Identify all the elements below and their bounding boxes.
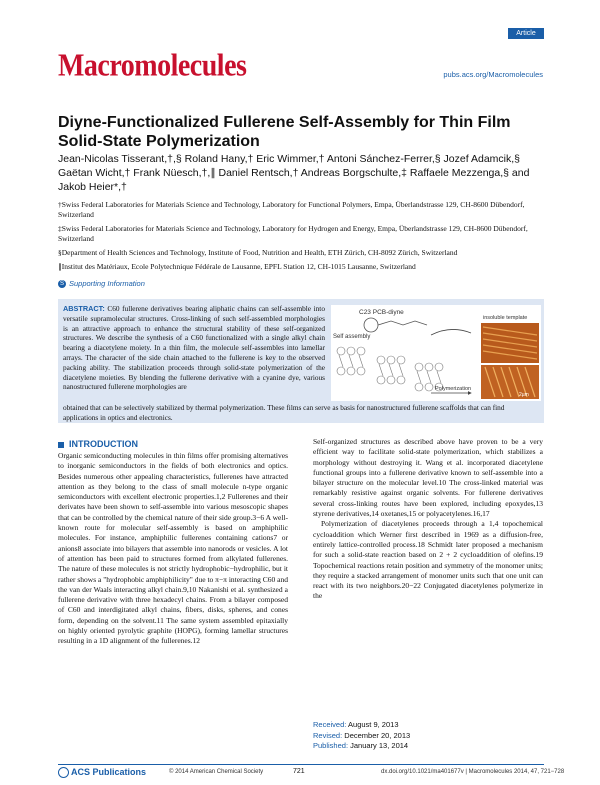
affiliation-2: ‡Swiss Federal Laboratories for Materials Science and Technology, Laboratory for Hydrogen and Energy, Empa, Überlandstrasse 129, CH-8600 Dübendorf, Switzerland [58,224,528,243]
article-badge: Article [508,28,544,39]
received-label: Received: [313,720,347,729]
supporting-information-link[interactable] [58,279,145,288]
footer-divider [58,764,544,765]
acs-logo-icon [58,767,69,778]
supporting-info-icon: S [59,281,64,288]
molecule-sketch [364,318,427,332]
revised-date: December 20, 2013 [344,730,411,740]
journal-name: Macromolecules [58,48,247,84]
fig-label-poly: Polymerization [435,386,472,392]
paper-title: Diyne-Functionalized Fullerene Self-Assembly for Thin Film Solid-State Polymerization [58,114,511,150]
intro-right-column [313,437,543,602]
supporting-info-label: Supporting Information [69,279,145,288]
abstract-label: ABSTRACT: [63,304,105,313]
affiliation-3: §Department of Health Sciences and Technology, Institute of Food, Nutrition and Health, ETH Zürich, CH-8092 Zürich, Switzerland [58,248,458,257]
abstract-tail: obtained that can be selectively stabilized by thermal polymerization. These films can serve as basis for nanostructured fullerene scaffolds that can find applications in optics and electronics. [63,403,505,422]
published-date: January 13, 2014 [350,741,409,750]
toc-graphic-svg [331,305,541,401]
copyright: © 2014 American Chemical Society [169,769,264,775]
revised-label: Revised: [313,730,343,740]
doi-citation[interactable]: dx.doi.org/10.1021/ma401677v | Macromolecules 2014, 47, 721−728 [381,769,565,775]
fig-label-insoluble: insoluble template [483,315,528,321]
fig-label-top: C23 PCB-diyne [359,309,404,316]
published-label: Published: [313,741,349,750]
section-heading-label: INTRODUCTION [69,439,138,449]
received-date: August 9, 2013 [348,720,399,729]
acs-publications-logo [58,767,146,778]
journal-url[interactable]: pubs.acs.org/Macromolecules [443,70,543,79]
intro-left-column: Organic semiconducting molecules in thin films offer promising alternatives to inorganic semiconductors in the fields of both electronics and optics. Besides numerous other appealing characteristics, fullerenes have attracted attention as they belong to the class of small molecule n-type organic semiconductors with excellent electronic properties.1,2 Fullerenes and their derivates have been shown to self-assemble into various mesoscopic shapes that can be controlled by the chemical nature of their side group.3−6 A well-known route for molecular self-assembly is based on amphiphilic molecules. For instance, amphiphilic fullerenes containing cations7 or anions8 associate into bilayers that assemble into nanorods or vesicles. A lot of attention has been paid to structures formed from alkylated fullerenes. The nature of these molecules is not strictly hydrophobic−hydrophilic, but it rather shows a "hydrophobic amphiphilicity" due to π−π interacting C60 and the van der Waals interacting alkyl chain.9,10 Nakanishi et al. synthesized a fullerene derivative with three hexadecyl chains. From a bilayer composed of C60 and interdigitated alkyl chains, fibers, disks, spheres, and cones form, depending on the solvent.11 The same system assembled epitaxially on highly oriented pyrolytic graphite (HOPG), forming lamellar structures resulting in a 1D alignment of the fullerenes.12 [58,451,288,646]
acs-publisher-text: ACS Publications [71,767,147,777]
fig-scale-label: 2µm [519,392,529,398]
toc-graphic [331,305,541,401]
author-list: Jean-Nicolas Tisserant,†,§ Roland Hany,† Eric Wimmer,† Antoni Sánchez-Ferrer,§ Jozef Adamcik,§ Gaëtan Wicht,† Frank Nüesch,†,∥ Daniel Rentsch,† Andreas Borgschulte,‡ Raffaele Mezzenga,§ and Jakob Heier*,† [58,153,530,193]
section-square-icon [58,442,64,448]
intro-right-paragraph-1: Self-organized structures as described above have proven to be a very efficient way to facilitate solid-state polymerization, which stabilizes a morphology without destroying it. Wang et al. incorporated diacetylene functional groups into a fullerene derivative known to self-assemble into a bilayer structure on the molecular level.10 The cross-linked material was remarkably resistive against organic solvents. For fullerene derivatives several cross-linking routes have been explored, including epoxydes,13 styrene derivatives,14 oxetanes,15 or polyacetylenes.16,17 [313,437,543,519]
affiliation-1: †Swiss Federal Laboratories for Materials Science and Technology, Laboratory for Functional Polymers, Empa, Überlandstrasse 129, CH-8600 Dübendorf, Switzerland [58,200,525,219]
fig-label-self: Self assembly [333,334,371,340]
intro-right-paragraph-2: Polymerization of diacetylenes proceeds through a 1,4 topochemical cycloaddition which Werner first described in 1969 as a diffusion-free, entirely lattice-controlled process.18 Schmidt later proposed a mechanism for such a solid-state reaction based on 2 + 2 cycloaddition of olefins.19 Topochemical reactions retain position and symmetry of the monomer units; they require a stacked arrangement of monomer units such that one unit can react with its two neighbors.20−22 Conjugated diacetylenes polymerize in the [313,519,543,601]
affiliation-4: ∥Institut des Matériaux, Ecole Polytechnique Fédérale de Lausanne, EPFL Station 12, CH-1015 Lausanne, Switzerland [58,262,416,271]
lamellar-arrays [337,347,443,391]
section-heading-introduction [58,439,138,449]
page-number: 721 [293,768,305,775]
arrow-self-assembly [431,329,471,335]
abstract-text [63,304,325,392]
abstract-body: C60 fullerene derivatives bearing aliphatic chains can self-assemble into versatile supramolecular structures. Cross-linking of such self-assembled morphologies is an attractive approach to enhance the structural stability of these self-organized structures. We describe the synthesis of a C60 functionalized with a single alkyl chain bearing a diacetylene moiety. In a thin film, the molecule self-assembles into lamellar arrays. The character of the side chain attached to the fullerene is key to the observed packing ability. The stabilization proceeds through solid-state polymerization of the diacetylene moieties. By blending the fullerene derivative with a cyanine dye, various nanostructured fullerene morphologies are [63,304,325,392]
publication-dates [313,720,410,752]
